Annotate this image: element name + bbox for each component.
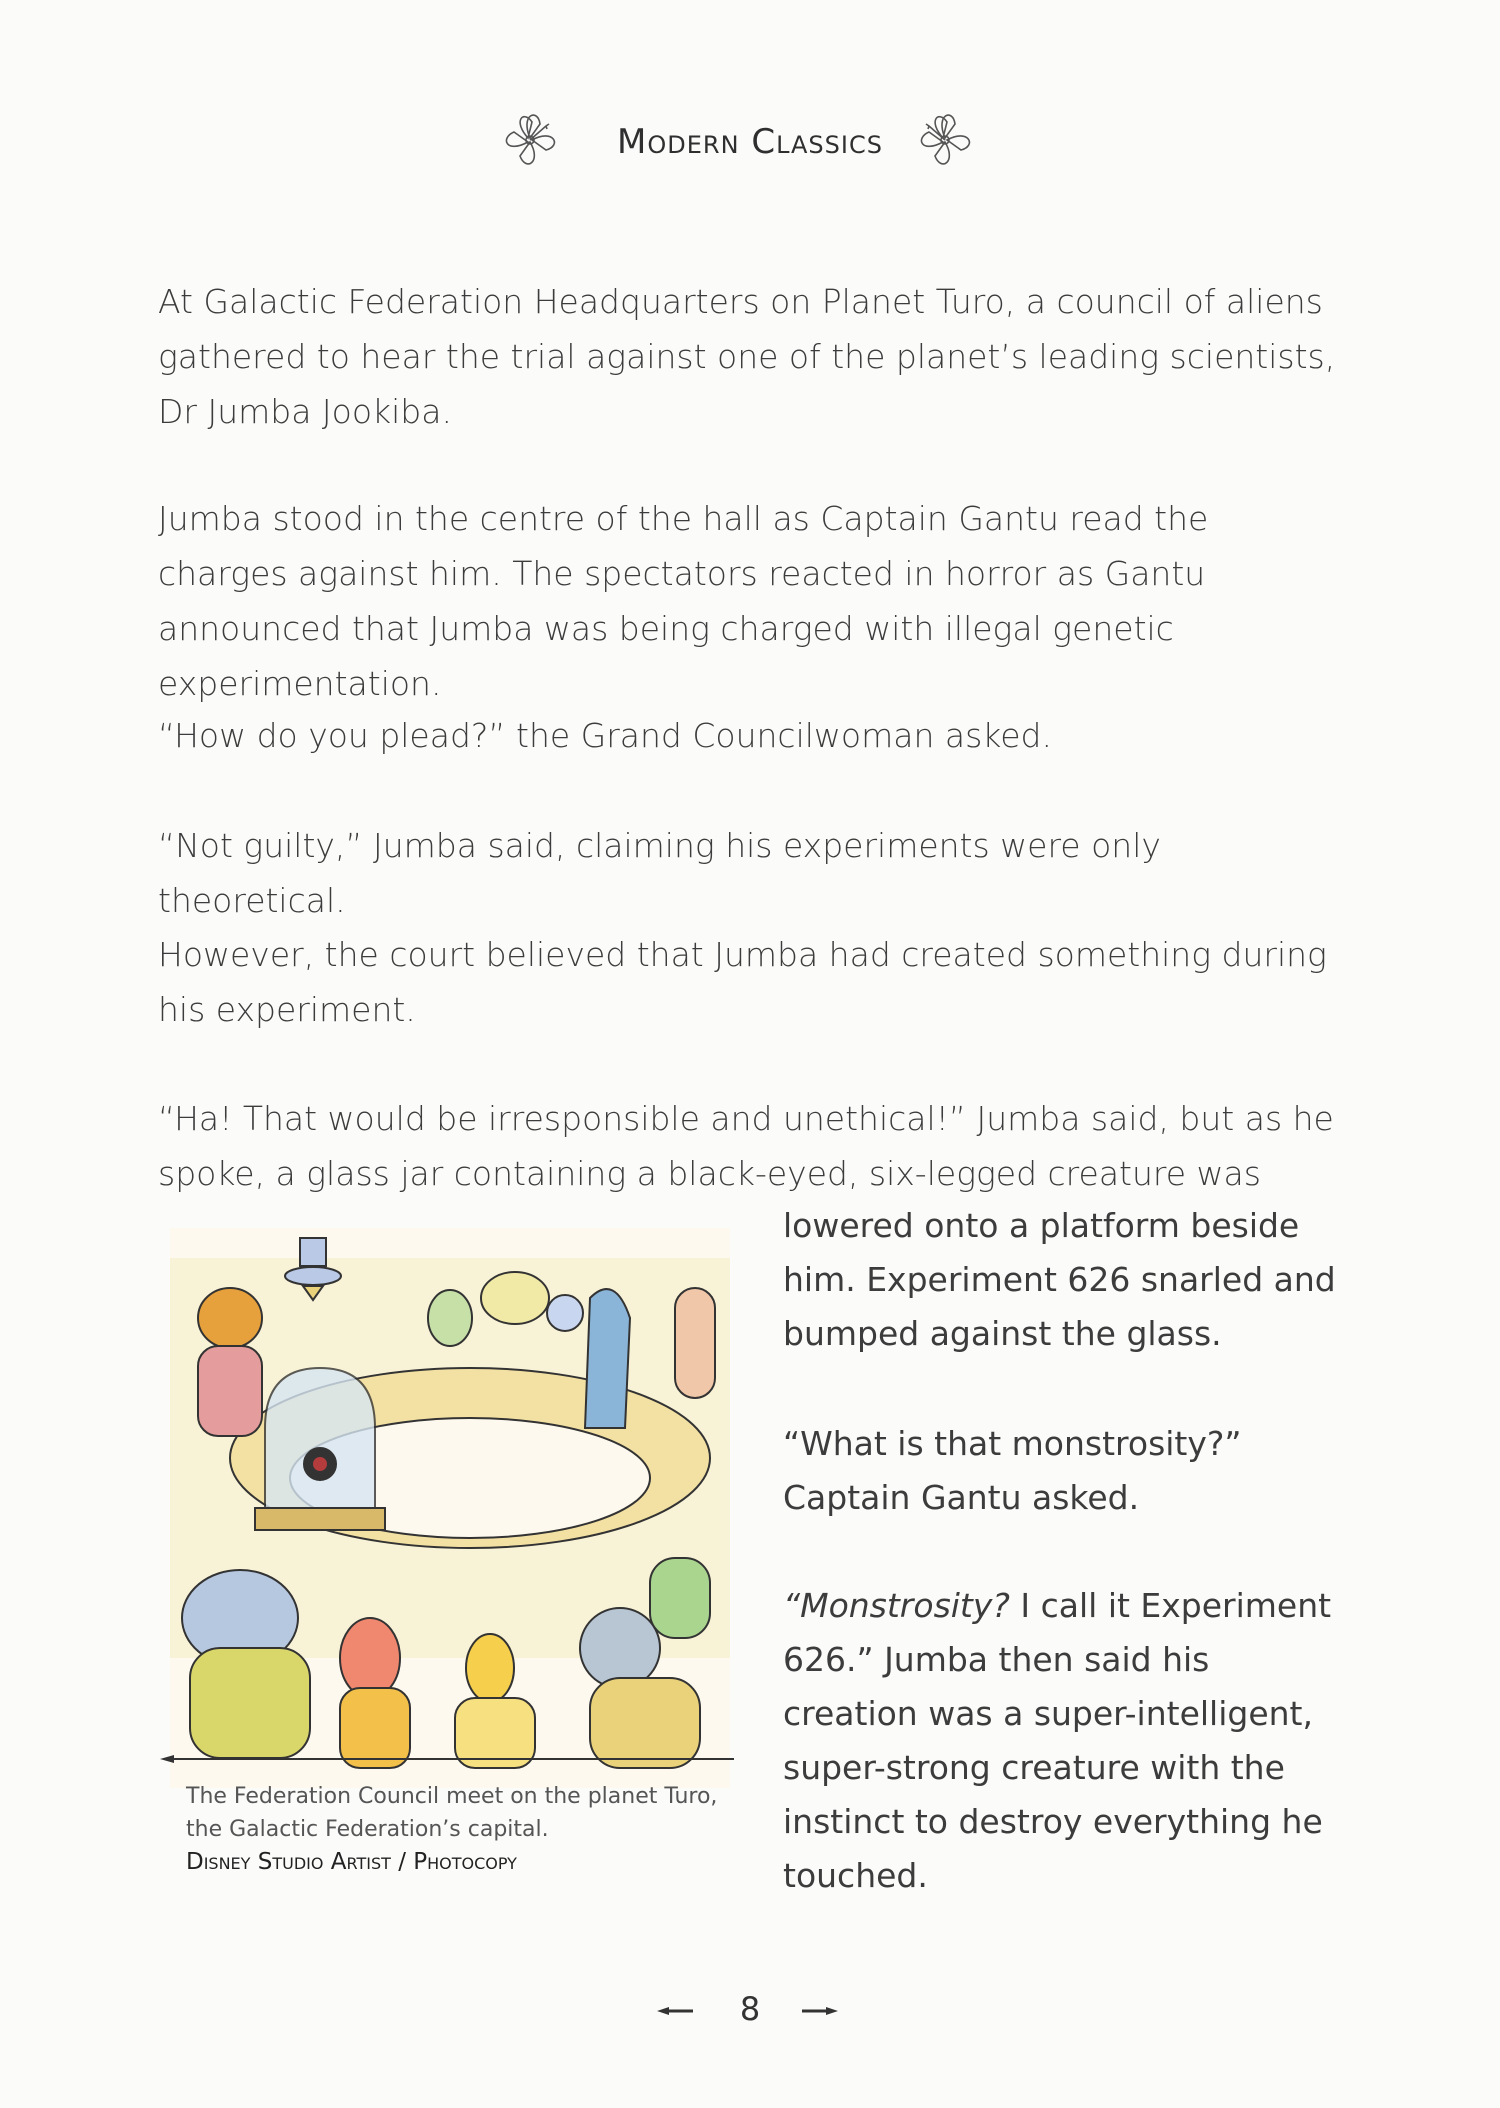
- column-paragraph: “What is that monstrosity?” Captain Gantu asked.: [783, 1424, 1242, 1517]
- paragraph: “Ha! That would be irresponsible and unethical!” Jumba said, but as he spoke, a glass jar containing a black-eyed, six-legged creature was: [158, 1099, 1334, 1193]
- council-scene: [170, 1228, 730, 1788]
- paragraph: However, the court believed that Jumba had created something during his experiment.: [158, 935, 1327, 1029]
- paragraph: Jumba stood in the centre of the hall as Captain Gantu read the charges against him. The spectators reacted in horror as Gantu announced that Jumba was being charged with illegal genetic experimentation.: [158, 499, 1209, 703]
- hibiscus-flower-icon: [905, 100, 985, 180]
- section-title: Modern Classics: [617, 122, 883, 162]
- column-paragraph: [783, 1579, 1343, 1903]
- paragraph: “Not guilty,” Jumba said, claiming his experiments were only theoretical.: [158, 826, 1161, 920]
- italic-word: “Monstrosity?: [783, 1586, 1010, 1625]
- footer-ornament: [655, 2006, 695, 2016]
- column-text: I call it Experiment 626.” Jumba then said his creation was a super-intelligent, super-strong creature with the instinct to destroy everything he touched.: [783, 1586, 1332, 1895]
- figure-caption: [186, 1780, 746, 1879]
- caption-rule: [158, 1754, 738, 1764]
- hibiscus-flower-icon: [490, 100, 570, 180]
- paragraph: “How do you plead?” the Grand Councilwoman asked.: [158, 716, 1052, 755]
- footer-ornament: [800, 2006, 840, 2016]
- council-illustration: [170, 1228, 730, 1788]
- page-header: [0, 100, 1500, 190]
- page-footer: [0, 1990, 1500, 2030]
- paragraph: At Galactic Federation Headquarters on Planet Turo, a council of aliens gathered to hear the trial against one of the planet’s leading scientists, Dr Jumba Jookiba.: [158, 282, 1336, 431]
- page-number: 8: [739, 1990, 761, 2028]
- image-credit: Disney Studio Artist / Photocopy: [186, 1849, 517, 1875]
- column-paragraph: lowered onto a platform beside him. Experiment 626 snarled and bumped against the glass.: [783, 1206, 1336, 1353]
- caption-text: The Federation Council meet on the planet Turo, the Galactic Federation’s capital.: [186, 1784, 718, 1842]
